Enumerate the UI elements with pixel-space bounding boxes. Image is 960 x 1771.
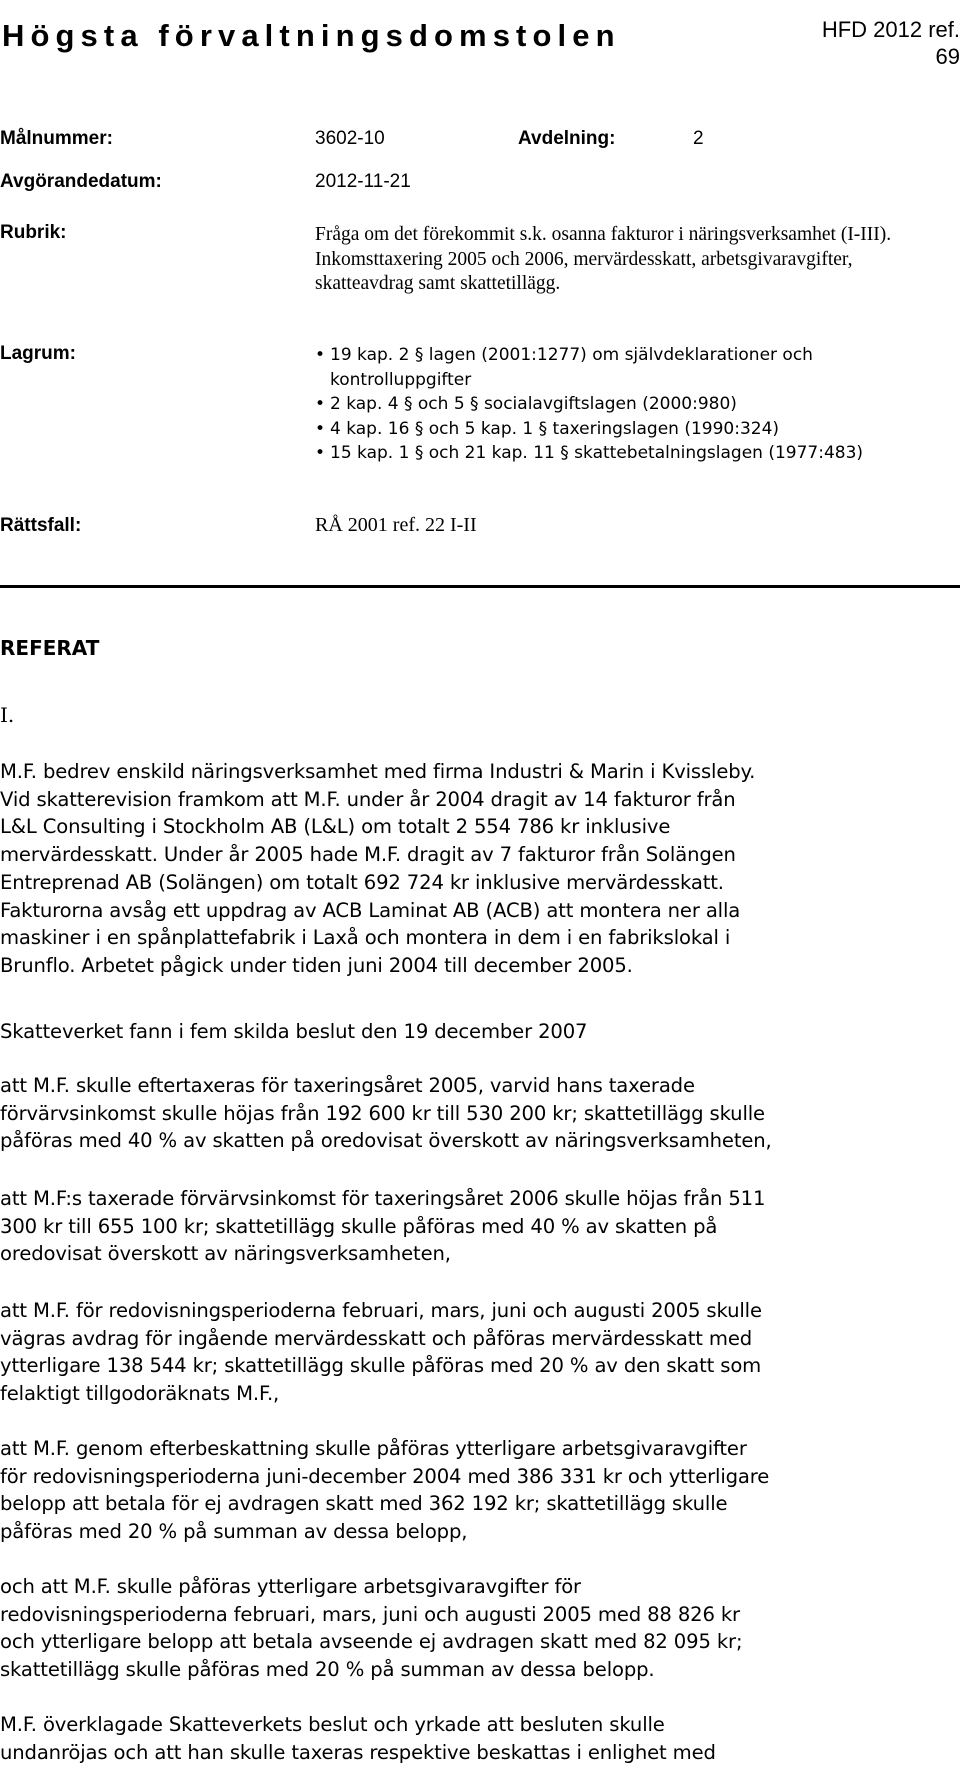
text-line: redovisningsperioderna februari, mars, juni och augusti 2005 med 88 826 kr <box>0 1602 740 1626</box>
text-line: mervärdesskatt. Under år 2005 hade M.F. dragit av 7 fakturor från Solängen <box>0 843 736 867</box>
text-line: maskiner i en spånplattefabrik i Laxå och montera in dem i en fabrikslokal i <box>0 926 731 950</box>
court-title: Högsta förvaltningsdomstolen <box>2 18 621 53</box>
paragraph-decision-3 <box>0 1297 950 1408</box>
malnummer-label: Målnummer: <box>0 128 113 149</box>
text-line: belopp att betala för ej avdragen skatt med 362 192 kr; skattetillägg skulle <box>0 1492 728 1516</box>
lagrum-list <box>315 343 945 466</box>
text-line: Fakturorna avsåg ett uppdrag av ACB Laminat AB (ACB) att montera ner alla <box>0 898 741 922</box>
text-line: påföras med 40 % av skatten på oredovisat överskott av näringsverksamheten, <box>0 1129 772 1153</box>
section-divider <box>0 585 960 588</box>
rattsfall-value: RÅ 2001 ref. 22 I-II <box>315 514 477 536</box>
avgorandedatum-value: 2012-11-21 <box>315 171 411 192</box>
lagrum-item-text: 19 kap. 2 § lagen (2001:1277) om självdeklarationer och kontrolluppgifter <box>330 345 813 390</box>
lagrum-item <box>315 343 945 392</box>
avdelning-label: Avdelning: <box>518 128 616 149</box>
paragraph-appeal <box>0 1711 950 1766</box>
text-line: förvärvsinkomst skulle höjas från 192 600 kr till 530 200 kr; skattetillägg skulle <box>0 1101 765 1125</box>
text-line: att M.F:s taxerade förvärvsinkomst för taxeringsåret 2006 skulle höjas från 511 <box>0 1187 766 1210</box>
text-line: Entreprenad AB (Solängen) om totalt 692 724 kr inklusive mervärdesskatt. <box>0 870 724 894</box>
lagrum-item-text: 15 kap. 1 § och 21 kap. 11 § skattebetalningslagen (1977:483) <box>330 443 864 463</box>
section-number: I. <box>0 703 15 727</box>
text-line: Skatteverket fann i fem skilda beslut den 19 december 2007 <box>0 1020 588 1043</box>
text-line: för redovisningsperioderna juni-december 2004 med 386 331 kr och ytterligare <box>0 1464 770 1488</box>
paragraph-decisions-intro <box>0 1018 950 1046</box>
text-line: Vid skatterevision framkom att M.F. under år 2004 dragit av 14 fakturor från <box>0 787 736 811</box>
avdelning-value: 2 <box>693 128 704 149</box>
text-line: att M.F. genom efterbeskattning skulle påföras ytterligare arbetsgivaravgifter <box>0 1437 747 1460</box>
text-line: skattetillägg skulle påföras med 20 % på summan av dessa belopp. <box>0 1658 655 1682</box>
text-line: vägras avdrag för ingående mervärdesskatt och påföras mervärdesskatt med <box>0 1326 753 1350</box>
text-line: L&L Consulting i Stockholm AB (L&L) om totalt 2 554 786 kr inklusive <box>0 815 671 839</box>
text-line: felaktigt tillgodoräknats M.F., <box>0 1382 280 1406</box>
text-line: ytterligare 138 544 kr; skattetillägg skulle påföras med 20 % av den skatt som <box>0 1354 762 1378</box>
lagrum-item <box>315 441 945 466</box>
rattsfall-label: Rättsfall: <box>0 515 82 536</box>
rubrik-label: Rubrik: <box>0 222 67 243</box>
case-reference <box>770 16 960 70</box>
text-line: Brunflo. Arbetet pågick under tiden juni 2004 till december 2005. <box>0 953 633 977</box>
text-line: undanröjas och att han skulle taxeras respektive beskattas i enlighet med <box>0 1740 716 1764</box>
lagrum-label: Lagrum: <box>0 343 76 364</box>
bullet-icon: • <box>315 418 326 439</box>
lagrum-item-text: 2 kap. 4 § och 5 § socialavgiftslagen (2000:980) <box>330 394 737 414</box>
lagrum-item-text: 4 kap. 16 § och 5 kap. 1 § taxeringslagen (1990:324) <box>330 418 780 439</box>
referat-heading: REFERAT <box>0 636 100 660</box>
text-line: påföras med 20 % på summan av dessa belopp, <box>0 1520 468 1544</box>
reference-number: 69 <box>935 44 960 69</box>
text-line: och att M.F. skulle påföras ytterligare arbetsgivaravgifter för <box>0 1575 581 1598</box>
malnummer-value: 3602-10 <box>315 128 385 149</box>
paragraph-decision-5 <box>0 1573 950 1684</box>
rubrik-value: Fråga om det förekommit s.k. osanna fakturor i näringsverksamhet (I-III). Inkomsttaxering 2005 och 2006, mervärdesskatt, arbetsgivaravgifter, skatteavdrag samt skattetillägg. <box>315 224 892 294</box>
text-line: att M.F. skulle eftertaxeras för taxeringsåret 2005, varvid hans taxerade <box>0 1074 695 1097</box>
avgorandedatum-label: Avgörandedatum: <box>0 171 162 192</box>
bullet-icon: • <box>315 394 326 414</box>
lagrum-item <box>315 417 945 442</box>
bullet-icon: • <box>315 443 326 463</box>
paragraph-decision-4 <box>0 1435 950 1546</box>
text-line: och ytterligare belopp att betala avseende ej avdragen skatt med 82 095 kr; <box>0 1630 743 1654</box>
text-line: att M.F. för redovisningsperioderna februari, mars, juni och augusti 2005 skulle <box>0 1299 762 1322</box>
text-line: M.F. bedrev enskild näringsverksamhet med firma Industri & Marin i Kvissleby. <box>0 760 756 783</box>
text-line: oredovisat överskott av näringsverksamheten, <box>0 1242 451 1266</box>
text-line: M.F. överklagade Skatteverkets beslut och yrkade att besluten skulle <box>0 1713 665 1736</box>
paragraph-audit <box>0 758 950 980</box>
paragraph-decision-2 <box>0 1185 950 1268</box>
bullet-icon: • <box>315 345 326 365</box>
lagrum-item <box>315 392 945 417</box>
text-line: 300 kr till 655 100 kr; skattetillägg skulle påföras med 40 % av skatten på <box>0 1214 718 1238</box>
paragraph-decision-1 <box>0 1072 950 1155</box>
reference-line: HFD 2012 ref. <box>821 17 960 42</box>
